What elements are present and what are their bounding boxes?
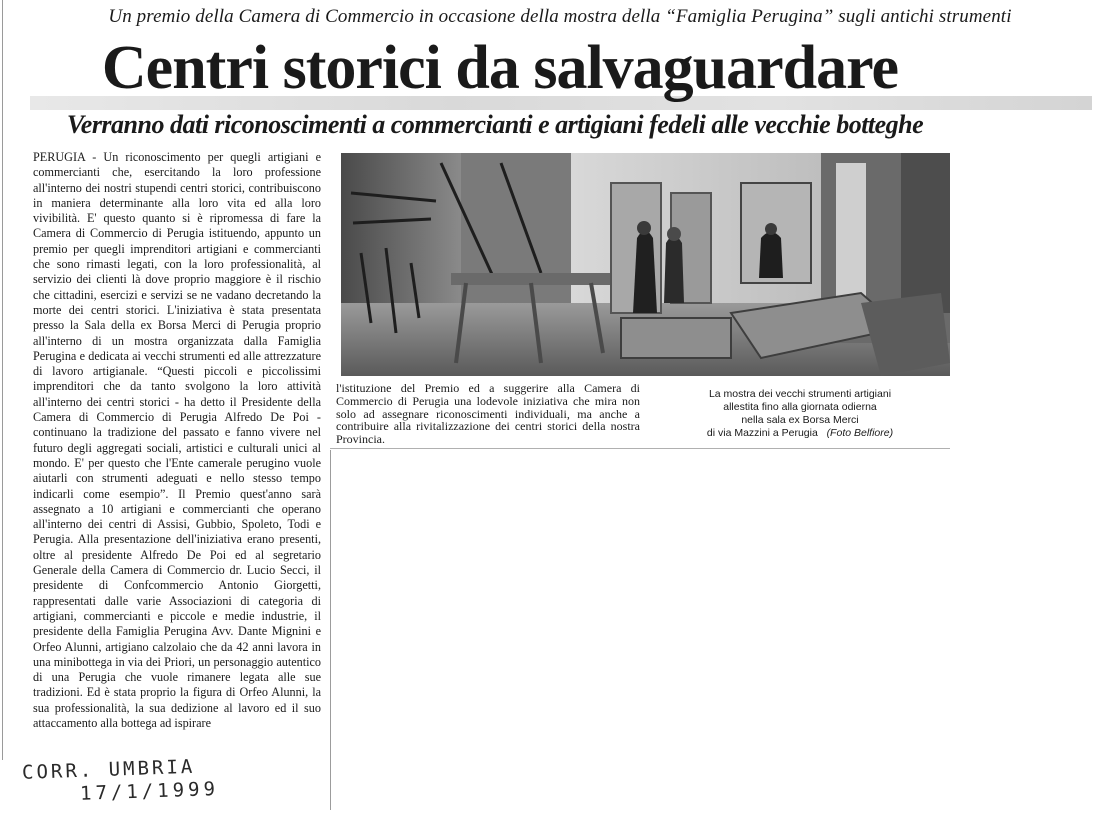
caption-line: La mostra dei vecchi strumenti artigiani — [708, 388, 892, 400]
article-body-text: PERUGIA - Un riconoscimento per quegli artigiani e commercianti che, esercitando la loro professione all'interno dei nostri stupendi centri storici, contribuiscono in maniera determinante alla loro vita ed alla loro vivibilità. E' questo quanto si è ripromessa di fare la Camera di Commercio di Perugia istituendo, appunto un premio per quegli imprenditori artigiani e commercianti che sono rimasti legati, con la loro professionalità, al servizio dei clienti là dove proprio maggiore è il rischio che cittadini, esercizi e servizi se ne vadano decretando la morte dei centri storici. L'iniziativa è stata presentata presso la Sala della ex Borsa Merci di Perugia proprio all'interno di un mostra organizzata dalla Famiglia Perugina e dedicata ai vecchi strumenti ed alle attrezzature di lavoro artigianale. “Questi piccoli e piccolissimi imprenditori che da tanto svolgono la loro attività all'interno dei centri storici - ha detto il Presidente della Camera di Commercio di Perugia Alfredo De Poi - continuano la tradizione del passato e fanno vivere nel futuro degli aggregati sociali, artistici e culturali unici al mondo. E' per questo che l'Ente camerale perugino vuole aiutarli con strumenti adeguati e nello stesso tempo indicarli come esempio”. Il Premio quest'anno sarà assegnato a 10 artigiani e commercianti che operano all'interno dei centri di Assisi, Gubbio, Spoleto, Todi e Perugia. Alla presentazione dell'iniziativa erano presenti, oltre al presidente Alfredo De Poi ed al segretario Generale della Camera di Commercio dr. Lucio Secci, il presidente di Confcommercio Antonio Giorgetti, rappresentati dalle varie Associazioni di categoria di artigiani, commercianti e piccole e medie industrie, il presidente della Famiglia Perugina Avv. Dante Mignini e Orfeo Alunni, artigiano calzolaio che da 42 anni lavora in una minibottega in via dei Priori, un personaggio autentico di una Perugia che vuole rimanere legata alle sue tradizioni. Ed è stata proprio la figura di Orfeo Alunni, la sua professionalità, la sua dedizione al lavoro ed il suo attaccamento alla bottega ad ispirare — [33, 150, 321, 730]
photo-caption — [672, 388, 928, 440]
article-body-left-column — [33, 150, 321, 750]
article-body-middle-column — [336, 382, 640, 457]
handwritten-annotation — [21, 755, 242, 810]
caption-line-with-credit — [672, 427, 928, 440]
handwritten-date: 17/1/1999 — [79, 777, 220, 805]
clipping-cut-edge-vertical — [330, 450, 331, 810]
clipping-left-edge — [2, 0, 3, 760]
caption-line: nella sala ex Borsa Merci — [741, 414, 859, 426]
article-headline: Centri storici da salvaguardare — [101, 34, 899, 102]
handwritten-source: CORR. UMBRIA — [21, 755, 196, 784]
exhibition-photo — [341, 153, 950, 376]
exhibition-photo-image — [341, 153, 950, 376]
photo-credit: (Foto Belfiore) — [826, 427, 894, 439]
article-subheadline: Verranno dati riconoscimenti a commercianti e artigiani fedeli alle vecchie botteghe — [66, 110, 924, 139]
caption-line: allestita fino alla giornata odierna — [723, 401, 877, 413]
article-body-continuation: l'istituzione del Premio ed a suggerire alla Camera di Commercio di Perugia una lodevole iniziativa che mira non solo ad assegnare riconoscimenti individuali, ma anche a contribuire alla rivitalizzazione dei centri storici della nostra Provincia. — [336, 382, 640, 447]
article-kicker: Un premio della Camera di Commercio in occasione della mostra della “Famiglia Perugina” sugli antichi strumenti — [108, 6, 1012, 27]
clipping-cut-edge-horizontal — [330, 448, 950, 449]
caption-line: di via Mazzini a Perugia — [706, 427, 818, 439]
